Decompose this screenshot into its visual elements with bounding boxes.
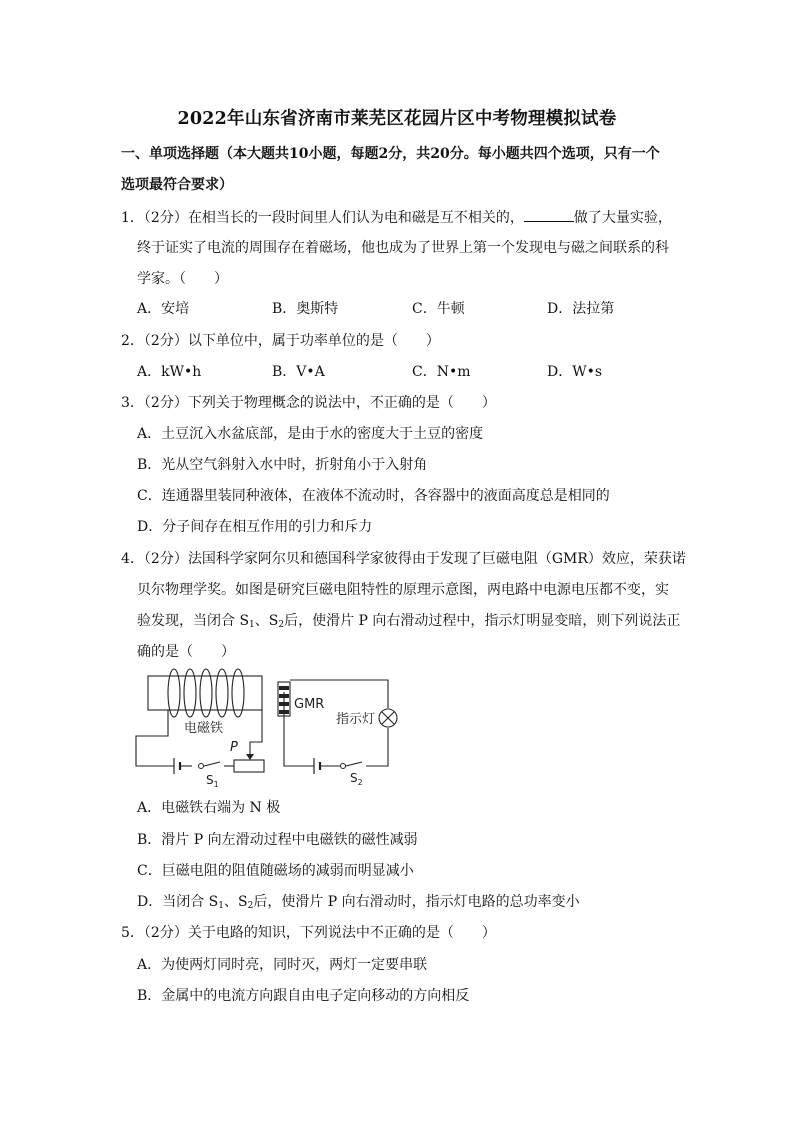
question-3-stem: 3．（2分）下列关于物理概念的说法中，不正确的是（ ） xyxy=(121,395,496,411)
question-4-option-b: B．滑片 P 向左滑动过程中电磁铁的磁性减弱 xyxy=(137,832,418,848)
switch-s1-label xyxy=(206,773,219,789)
question-1-option-d: D．法拉第 xyxy=(547,301,615,317)
slider-arrow-icon xyxy=(246,754,254,760)
question-1-line3: 学家。（ ） xyxy=(137,271,228,287)
battery-right xyxy=(314,758,320,774)
question-4-line3-part: 验发现，当闭合 S xyxy=(137,613,250,629)
subscript: 1 xyxy=(249,620,255,630)
page-title: 2022年山东省济南市莱芜区花园片区中考物理模拟试卷 xyxy=(177,109,617,129)
question-3-option-c: C．连通器里装同种液体，在液体不流动时，各容器中的液面高度总是相同的 xyxy=(137,488,610,504)
question-4-option-c: C．巨磁电阻的阻值随磁场的减弱而明显减小 xyxy=(137,863,414,879)
option-d-part: 、S xyxy=(224,894,248,910)
question-2-option-d: D．W•s xyxy=(547,364,603,380)
question-2-option-b: B．V•A xyxy=(272,364,325,380)
question-5-stem: 5．（2分）关于电路的知识，下列说法中不正确的是（ ） xyxy=(121,925,496,941)
question-4-option-d xyxy=(137,892,580,916)
battery-left xyxy=(174,758,180,774)
question-1-option-b: B．奥斯特 xyxy=(272,301,339,317)
question-1-line2: 终于证实了电流的周围存在着磁场，他也成为了世界上第一个发现电与磁之间联系的科 xyxy=(137,240,669,256)
question-4-line1: 4．（2分）法国科学家阿尔贝和德国科学家彼得由于发现了巨磁电阻（GMR）效应，荣获诺 xyxy=(121,551,686,567)
s-letter: S xyxy=(350,771,358,785)
question-5-option-a: A．为使两灯同时亮，同时灭，两灯一定要串联 xyxy=(137,957,428,973)
left-wire-4 xyxy=(250,710,262,758)
switch-s2-label xyxy=(350,771,363,787)
question-4-line4: 确的是（ ） xyxy=(137,644,235,660)
question-2-stem: 2．（2分）以下单位中，属于功率单位的是（ ） xyxy=(121,333,440,349)
question-1-option-c: C．牛顿 xyxy=(412,301,465,317)
question-3-option-b: B．光从空气斜射入水中时，折射角小于入射角 xyxy=(137,457,428,473)
subscript: 1 xyxy=(218,901,224,911)
electromagnet-core xyxy=(148,676,262,710)
s1-subscript: 1 xyxy=(213,780,219,789)
indicator-label: 指示灯 xyxy=(336,712,376,727)
question-4-line3-part: 后，使滑片 P 向右滑动过程中，指示灯明显变暗，则下列说法正 xyxy=(284,613,681,629)
question-3-option-a: A．土豆沉入水盆底部，是由于水的密度大于土豆的密度 xyxy=(137,426,484,442)
circuit-svg xyxy=(134,668,404,790)
left-wire-1 xyxy=(136,710,174,766)
switch-s1-blade xyxy=(204,762,220,766)
gmr-label: GMR xyxy=(294,697,325,712)
question-4-option-a: A．电磁铁右端为 N 极 xyxy=(137,800,281,816)
question-4-line3 xyxy=(137,611,680,635)
question-1-option-a: A．安培 xyxy=(137,301,190,317)
option-d-part: 后，使滑片 P 向右滑动时，指示灯电路的总功率变小 xyxy=(253,894,580,910)
question-5-option-b: B．金属中的电流方向跟自由电子定向移动的方向相反 xyxy=(137,988,470,1004)
circuit-diagram xyxy=(134,668,404,790)
question-1-text-cont: 做了大量实验， xyxy=(573,210,672,226)
section-heading-line1: 一、单项选择题（本大题共10小题，每题2分，共20分。每小题共四个选项，只有一个 xyxy=(121,146,660,162)
switch-s1-contact xyxy=(199,764,204,769)
question-4-line2: 贝尔物理学奖。如图是研究巨磁电阻特性的原理示意图，两电路中电源电压都不变，实 xyxy=(137,582,669,598)
section-heading-line2: 选项最符合要求） xyxy=(121,177,233,193)
option-d-part: D．当闭合 S xyxy=(137,894,219,910)
question-4-line3-part: 、S xyxy=(254,613,279,629)
slider-p-label: P xyxy=(230,740,238,755)
s2-subscript: 2 xyxy=(357,778,363,787)
switch-s2-contact xyxy=(341,764,346,769)
question-1-text: 1．（2分）在相当长的一段时间里人们认为电和磁是互不相关的， xyxy=(121,210,524,226)
right-wire-3 xyxy=(366,728,388,766)
question-3-option-d: D．分子间存在相互作用的引力和斥力 xyxy=(137,519,373,535)
electromagnet-label: 电磁铁 xyxy=(184,721,224,736)
rheostat xyxy=(234,760,264,772)
switch-s2-blade xyxy=(346,762,362,766)
s-letter: S xyxy=(206,773,214,787)
question-2-option-c: C．N•m xyxy=(412,364,471,380)
subscript: 2 xyxy=(247,901,254,911)
question-2-option-a: A．kW•h xyxy=(137,364,202,380)
answer-blank xyxy=(524,207,574,222)
question-1-line1 xyxy=(121,207,672,228)
subscript: 2 xyxy=(278,620,285,630)
